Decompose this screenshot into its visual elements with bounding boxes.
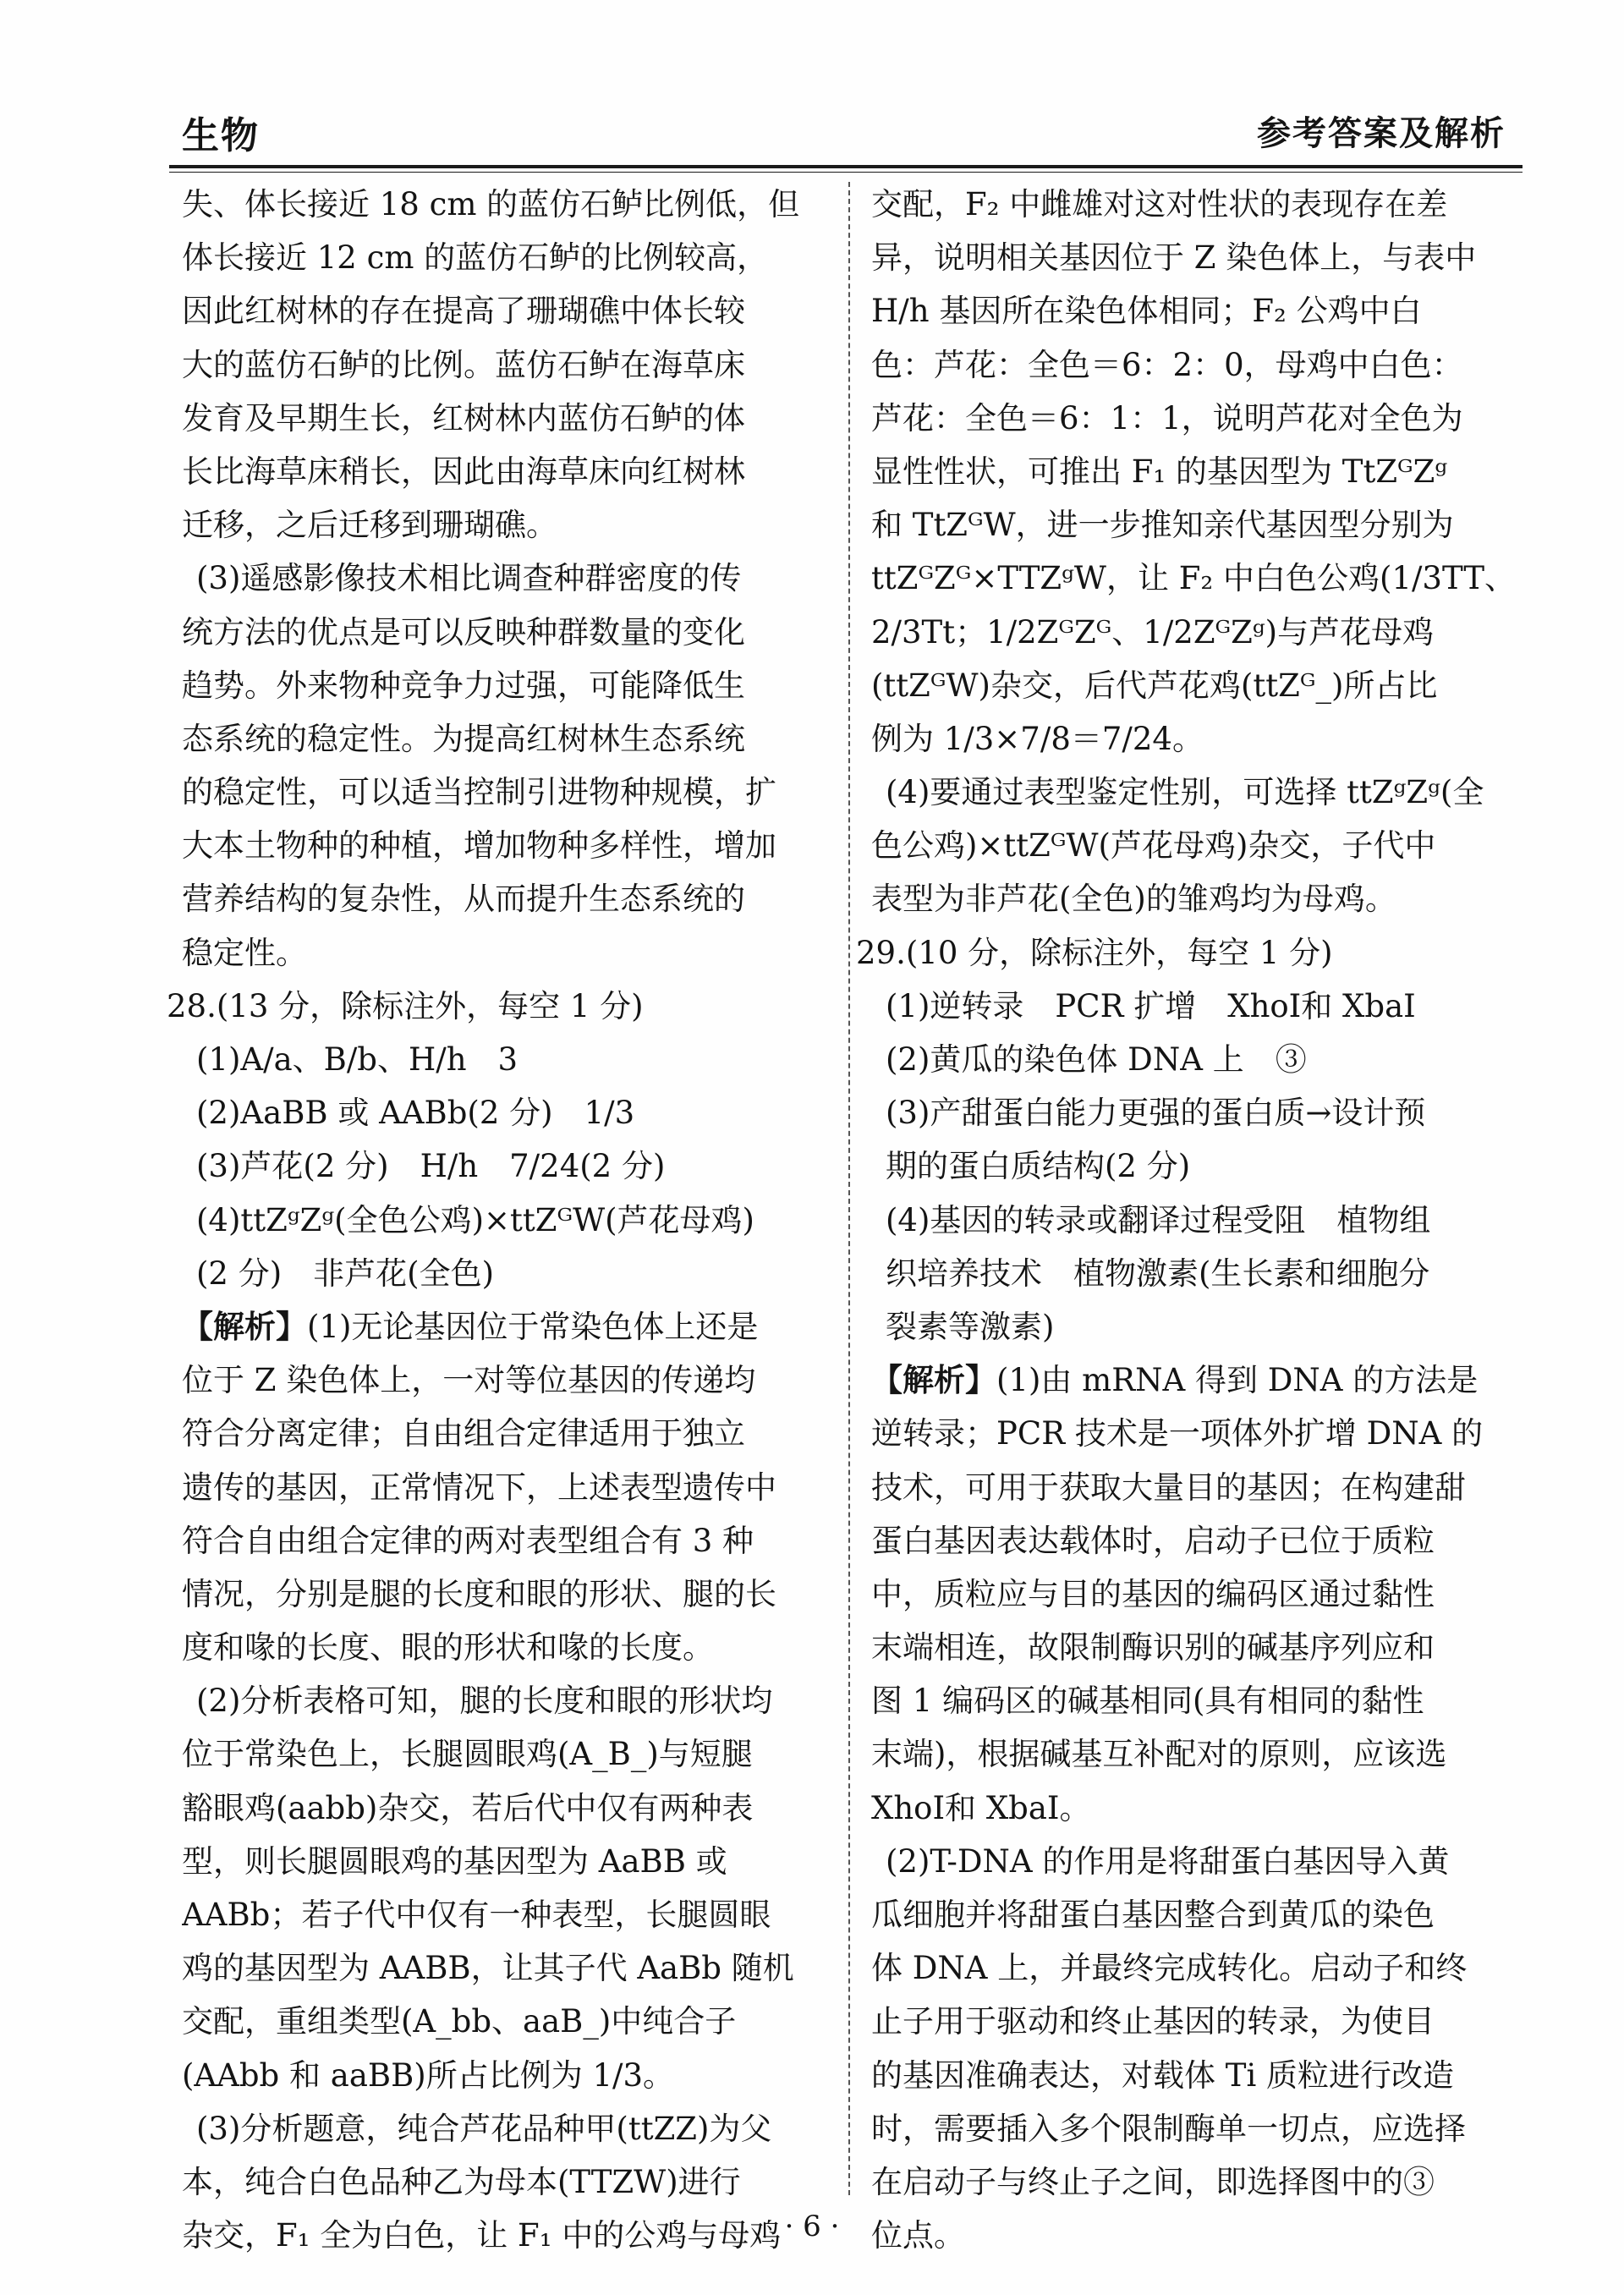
subject-title: 生物	[182, 114, 260, 157]
text-line: 【解析】(1)由 mRNA 得到 DNA 的方法是	[871, 1362, 1479, 1399]
text-line: (4)要通过表型鉴定性别，可选择 ttZᵍZᵍ(全	[886, 774, 1484, 811]
text-line: (2)分析表格可知，腿的长度和眼的形状均	[196, 1683, 773, 1720]
section-title: 参考答案及解析	[1257, 114, 1506, 153]
right-column	[856, 178, 1522, 2262]
text-line: XhoⅠ和 XbaⅠ。	[871, 1789, 1091, 1826]
text-line: 度和喙的长度、眼的形状和喙的长度。	[182, 1629, 714, 1666]
text-line: 在启动子与终止子之间，即选择图中的③	[871, 2163, 1435, 2200]
text-line: (2)黄瓜的染色体 DNA 上 ③	[886, 1041, 1307, 1078]
text-line: 本，纯合白色品种乙为母本(TTZW)进行	[182, 2163, 741, 2200]
text-line: 显性性状，可推出 F₁ 的基因型为 TtZᴳZᵍ	[871, 453, 1448, 490]
text-line: 趋势。外来物种竞争力过强，可能降低生	[182, 667, 745, 704]
text-line: 态系统的稳定性。为提高红树林生态系统	[182, 720, 745, 757]
text-line: (3)分析题意，纯合芦花品种甲(ttZZ)为父	[196, 2110, 772, 2147]
text-line: (4)ttZᵍZᵍ(全色公鸡)×ttZᴳW(芦花母鸡)	[196, 1201, 754, 1238]
text-line: 位于 Z 染色体上，一对等位基因的传递均	[182, 1362, 756, 1399]
text-line: 豁眼鸡(aabb)杂交，若后代中仅有两种表	[182, 1789, 754, 1826]
text-line: 交配，重组类型(A_bb、aaB_)中纯合子	[182, 2003, 737, 2040]
text-line: 色公鸡)×ttZᴳW(芦花母鸡)杂交，子代中	[871, 827, 1436, 865]
page-number: · 6 ·	[784, 2210, 840, 2243]
text-line: (2 分) 非芦花(全色)	[196, 1255, 495, 1292]
text-line: 期的蛋白质结构(2 分)	[886, 1148, 1191, 1185]
text-line: 位于常染色上，长腿圆眼鸡(A_B_)与短腿	[182, 1736, 753, 1773]
text-line: 的基因准确表达，对载体 Ti 质粒进行改造	[871, 2056, 1455, 2094]
text-line: 长比海草床稍长，因此由海草床向红树林	[182, 453, 745, 490]
text-line: 蛋白基因表达载体时，启动子已位于质粒	[871, 1522, 1435, 1559]
text-line: 和 TtZᴳW，进一步推知亲代基因型分别为	[871, 507, 1454, 544]
column-divider	[848, 182, 850, 2195]
text-line: H/h 基因所在染色体相同；F₂ 公鸡中白	[871, 293, 1422, 330]
text-line: (2)T-DNA 的作用是将甜蛋白基因导入黄	[886, 1842, 1450, 1880]
text-line: 大的蓝仿石鲈的比例。蓝仿石鲈在海草床	[182, 346, 745, 383]
text-line: 遗传的基因，正常情况下，上述表型遗传中	[182, 1469, 776, 1506]
text-line: 的稳定性，可以适当控制引进物种规模，扩	[182, 774, 776, 811]
text-line: 29.(10 分，除标注外，每空 1 分)	[856, 934, 1333, 971]
text-line: 中，质粒应与目的基因的编码区通过黏性	[871, 1575, 1435, 1612]
text-line: 大本土物种的种植，增加物种多样性，增加	[182, 827, 776, 865]
text-line: 28.(13 分，除标注外，每空 1 分)	[167, 987, 644, 1024]
left-column	[167, 178, 833, 2262]
text-line: (1)A/a、B/b、H/h 3	[196, 1041, 518, 1078]
text-line: 营养结构的复杂性，从而提升生态系统的	[182, 881, 745, 918]
text-line: 发育及早期生长，红树林内蓝仿石鲈的体	[182, 399, 745, 436]
text-line: 织培养技术 植物激素(生长素和细胞分	[886, 1255, 1430, 1292]
text-line: 交配，F₂ 中雌雄对这对性状的表现存在差	[871, 186, 1448, 222]
text-line: (4)基因的转录或翻译过程受阻 植物组	[886, 1201, 1431, 1238]
text-line: 例为 1/3×7/8＝7/24。	[871, 720, 1204, 757]
text-line: (3)遥感影像技术相比调查种群密度的传	[196, 560, 742, 597]
text-line: (AAbb 和 aaBB)所占比例为 1/3。	[182, 2056, 675, 2094]
text-line: 芦花：全色＝6：1：1，说明芦花对全色为	[871, 399, 1463, 436]
text-line: 图 1 编码区的碱基相同(具有相同的黏性	[871, 1683, 1424, 1720]
text-line: 瓜细胞并将甜蛋白基因整合到黄瓜的染色	[871, 1897, 1435, 1933]
text-line: 符合分离定律；自由组合定律适用于独立	[182, 1415, 745, 1452]
text-line: 鸡的基因型为 AABB，让其子代 AaBb 随机	[182, 1950, 794, 1987]
text-line: 色：芦花：全色＝6：2：0，母鸡中白色：	[871, 346, 1463, 383]
text-line: (ttZᴳW)杂交，后代芦花鸡(ttZᴳ_)所占比	[871, 667, 1438, 704]
text-line: 迁移，之后迁移到珊瑚礁。	[182, 507, 557, 544]
text-line: (2)AaBB 或 AABb(2 分) 1/3	[196, 1095, 635, 1132]
text-line: 异，说明相关基因位于 Z 染色体上，与表中	[871, 239, 1477, 277]
text-line: (1)逆转录 PCR 扩增 XhoⅠ和 XbaⅠ	[886, 987, 1416, 1024]
text-line: ttZᴳZᴳ×TTZᵍW，让 F₂ 中白色公鸡(1/3TT、	[871, 560, 1517, 597]
text-line: 【解析】(1)无论基因位于常染色体上还是	[182, 1308, 759, 1345]
header-rule-thin	[169, 172, 1522, 173]
text-line: 稳定性。	[182, 934, 307, 971]
text-line: 情况，分别是腿的长度和眼的形状、腿的长	[182, 1575, 776, 1612]
header-rule	[169, 165, 1522, 168]
text-line: 2/3Tt；1/2ZᴳZᴳ、1/2ZᴳZᵍ)与芦花母鸡	[871, 613, 1435, 651]
text-line: 时，需要插入多个限制酶单一切点，应选择	[871, 2110, 1466, 2147]
text-line: 技术，可用于获取大量目的基因；在构建甜	[871, 1469, 1466, 1506]
text-line: 因此红树林的存在提高了珊瑚礁中体长较	[182, 293, 745, 330]
text-line: 位点。	[871, 2217, 965, 2254]
text-line: (3)芦花(2 分) H/h 7/24(2 分)	[196, 1148, 666, 1185]
text-line: 止子用于驱动和终止基因的转录，为使目	[871, 2003, 1435, 2040]
text-line: 末端相连，故限制酶识别的碱基序列应和	[871, 1629, 1435, 1666]
text-line: 末端)，根据碱基互补配对的原则，应该选	[871, 1736, 1447, 1773]
text-line: AABb；若子代中仅有一种表型，长腿圆眼	[182, 1897, 771, 1933]
text-line: 裂素等激素)	[886, 1308, 1055, 1345]
text-line: 杂交，F₁ 全为白色，让 F₁ 中的公鸡与母鸡	[182, 2217, 782, 2254]
text-line: 逆转录；PCR 技术是一项体外扩增 DNA 的	[871, 1415, 1484, 1452]
text-line: 统方法的优点是可以反映种群数量的变化	[182, 613, 745, 651]
text-line: 体 DNA 上，并最终完成转化。启动子和终	[871, 1950, 1468, 1987]
text-line: 表型为非芦花(全色)的雏鸡均为母鸡。	[871, 881, 1396, 918]
text-line: 失、体长接近 18 cm 的蓝仿石鲈比例低，但	[182, 186, 800, 222]
text-line: 型，则长腿圆眼鸡的基因型为 AaBB 或	[182, 1842, 727, 1880]
text-line: 符合自由组合定律的两对表型组合有 3 种	[182, 1522, 754, 1559]
text-line: (3)产甜蛋白能力更强的蛋白质→设计预	[886, 1095, 1426, 1132]
text-line: 体长接近 12 cm 的蓝仿石鲈的比例较高，	[182, 239, 769, 277]
